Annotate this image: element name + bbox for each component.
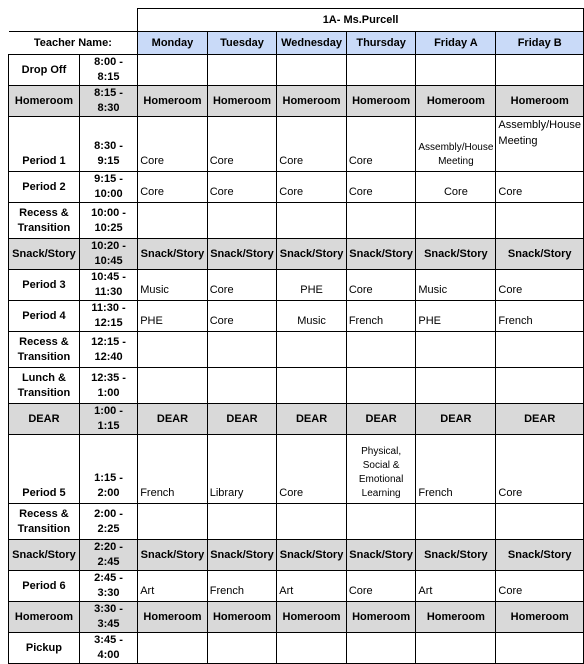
period-label: Period 2	[9, 172, 80, 203]
top-left-blank	[9, 9, 138, 32]
schedule-cell: Core	[207, 117, 277, 172]
table-row	[9, 368, 584, 404]
day-header-wednesday: Wednesday	[277, 32, 347, 55]
table-row	[9, 633, 584, 664]
schedule-cell: Snack/Story	[346, 540, 416, 571]
period-time: 1:00 - 1:15	[79, 404, 137, 435]
schedule-cell: French	[346, 301, 416, 332]
day-header-row	[9, 32, 584, 55]
schedule-cell: Physical, Social & Emotional Learning	[346, 435, 416, 504]
day-header-tuesday: Tuesday	[207, 32, 277, 55]
table-row	[9, 504, 584, 540]
schedule-cell	[416, 633, 496, 664]
schedule-cell: Homeroom	[496, 86, 584, 117]
schedule-cell	[346, 504, 416, 540]
schedule-cell	[496, 332, 584, 368]
period-label: Pickup	[9, 633, 80, 664]
schedule-cell	[416, 55, 496, 86]
table-row	[9, 270, 584, 301]
table-row	[9, 435, 584, 504]
schedule-cell: Homeroom	[346, 86, 416, 117]
schedule-cell	[277, 504, 347, 540]
schedule-cell: DEAR	[277, 404, 347, 435]
schedule-cell: Core	[496, 270, 584, 301]
schedule-cell	[346, 203, 416, 239]
schedule-cell	[277, 633, 347, 664]
table-row	[9, 239, 584, 270]
period-label: Period 4	[9, 301, 80, 332]
schedule-cell: Core	[207, 270, 277, 301]
schedule-cell: Core	[277, 117, 347, 172]
period-time: 9:15 - 10:00	[79, 172, 137, 203]
schedule-cell	[138, 203, 208, 239]
schedule-cell: Snack/Story	[207, 239, 277, 270]
schedule-cell: Homeroom	[416, 86, 496, 117]
schedule-cell: Core	[496, 435, 584, 504]
schedule-cell	[138, 55, 208, 86]
period-time: 12:35 - 1:00	[79, 368, 137, 404]
period-time: 2:45 - 3:30	[79, 571, 137, 602]
period-time: 10:45 - 11:30	[79, 270, 137, 301]
schedule-cell	[207, 504, 277, 540]
schedule-cell	[138, 368, 208, 404]
schedule-cell: Core	[346, 571, 416, 602]
period-label: Period 5	[9, 435, 80, 504]
schedule-cell: Core	[138, 172, 208, 203]
table-row	[9, 540, 584, 571]
period-time: 10:00 - 10:25	[79, 203, 137, 239]
schedule-cell: Art	[138, 571, 208, 602]
schedule-cell: Snack/Story	[277, 239, 347, 270]
day-header-friday-b: Friday B	[496, 32, 584, 55]
schedule-cell: Snack/Story	[416, 540, 496, 571]
schedule-cell	[496, 633, 584, 664]
schedule-cell: Assembly/House Meeting	[416, 117, 496, 172]
title-row	[9, 9, 584, 32]
period-label: Period 3	[9, 270, 80, 301]
schedule-cell: Homeroom	[138, 86, 208, 117]
schedule-cell: Music	[277, 301, 347, 332]
day-header-monday: Monday	[138, 32, 208, 55]
schedule-cell: Snack/Story	[346, 239, 416, 270]
schedule-cell	[207, 332, 277, 368]
teacher-name-label: Teacher Name:	[9, 32, 138, 55]
schedule-cell: Art	[277, 571, 347, 602]
schedule-cell: Library	[207, 435, 277, 504]
schedule-cell	[277, 332, 347, 368]
period-label: Homeroom	[9, 86, 80, 117]
schedule-cell: Homeroom	[416, 602, 496, 633]
schedule-cell: DEAR	[207, 404, 277, 435]
period-label: Drop Off	[9, 55, 80, 86]
period-label: Homeroom	[9, 602, 80, 633]
schedule-cell	[277, 55, 347, 86]
table-row	[9, 203, 584, 239]
period-time: 8:15 - 8:30	[79, 86, 137, 117]
schedule-cell	[416, 203, 496, 239]
schedule-cell	[346, 368, 416, 404]
period-label: Recess & Transition	[9, 203, 80, 239]
table-row	[9, 571, 584, 602]
period-label: Recess & Transition	[9, 504, 80, 540]
table-row	[9, 404, 584, 435]
schedule-cell	[207, 633, 277, 664]
schedule-cell	[207, 55, 277, 86]
schedule-cell	[346, 55, 416, 86]
schedule-cell	[416, 368, 496, 404]
schedule-cell: Homeroom	[346, 602, 416, 633]
schedule-cell: Snack/Story	[207, 540, 277, 571]
schedule-cell	[138, 504, 208, 540]
schedule-cell: Core	[496, 571, 584, 602]
table-row	[9, 86, 584, 117]
day-header-friday-a: Friday A	[416, 32, 496, 55]
period-label: DEAR	[9, 404, 80, 435]
schedule-cell	[416, 332, 496, 368]
schedule-cell: Music	[416, 270, 496, 301]
day-header-thursday: Thursday	[346, 32, 416, 55]
schedule-cell	[496, 504, 584, 540]
schedule-cell: Assembly/House Meeting	[496, 117, 584, 172]
period-time: 10:20 - 10:45	[79, 239, 137, 270]
schedule-cell: Core	[207, 172, 277, 203]
schedule-cell: Homeroom	[207, 86, 277, 117]
schedule-cell	[496, 368, 584, 404]
period-time: 12:15 - 12:40	[79, 332, 137, 368]
table-row	[9, 332, 584, 368]
table-row	[9, 301, 584, 332]
schedule-cell	[346, 633, 416, 664]
period-label: Snack/Story	[9, 239, 80, 270]
schedule-cell: DEAR	[496, 404, 584, 435]
schedule-cell: Snack/Story	[138, 540, 208, 571]
schedule-cell: Core	[496, 172, 584, 203]
schedule-cell: French	[207, 571, 277, 602]
period-time: 8:00 - 8:15	[79, 55, 137, 86]
schedule-cell	[207, 368, 277, 404]
period-time: 1:15 - 2:00	[79, 435, 137, 504]
schedule-cell: Core	[277, 172, 347, 203]
schedule-cell: Snack/Story	[277, 540, 347, 571]
schedule-cell: Core	[346, 172, 416, 203]
schedule-cell	[416, 504, 496, 540]
schedule-cell: Homeroom	[496, 602, 584, 633]
schedule-cell	[138, 633, 208, 664]
schedule-cell	[346, 332, 416, 368]
schedule-cell: PHE	[138, 301, 208, 332]
schedule-cell: DEAR	[416, 404, 496, 435]
schedule-cell: Homeroom	[277, 86, 347, 117]
schedule-cell: Music	[138, 270, 208, 301]
schedule-cell: Homeroom	[277, 602, 347, 633]
schedule-cell: Core	[416, 172, 496, 203]
schedule-cell	[277, 368, 347, 404]
period-label: Period 1	[9, 117, 80, 172]
schedule-table	[8, 8, 584, 664]
period-time: 2:00 - 2:25	[79, 504, 137, 540]
table-row	[9, 55, 584, 86]
period-label: Period 6	[9, 571, 80, 602]
schedule-cell: Homeroom	[138, 602, 208, 633]
period-time: 2:20 - 2:45	[79, 540, 137, 571]
schedule-cell: Core	[277, 435, 347, 504]
schedule-cell: Snack/Story	[416, 239, 496, 270]
class-title: 1A- Ms.Purcell	[138, 9, 584, 32]
schedule-cell: French	[138, 435, 208, 504]
period-time: 11:30 - 12:15	[79, 301, 137, 332]
schedule-cell: Core	[346, 270, 416, 301]
schedule-cell: Core	[207, 301, 277, 332]
schedule-cell: Homeroom	[207, 602, 277, 633]
table-row	[9, 602, 584, 633]
schedule-cell	[138, 332, 208, 368]
schedule-cell	[496, 55, 584, 86]
table-row	[9, 117, 584, 172]
schedule-cell: Snack/Story	[496, 239, 584, 270]
schedule-cell: DEAR	[138, 404, 208, 435]
schedule-cell: Snack/Story	[138, 239, 208, 270]
period-time: 8:30 - 9:15	[79, 117, 137, 172]
schedule-cell	[207, 203, 277, 239]
schedule-cell	[496, 203, 584, 239]
schedule-cell: PHE	[277, 270, 347, 301]
schedule-cell: Snack/Story	[496, 540, 584, 571]
schedule-cell: Art	[416, 571, 496, 602]
period-time: 3:45 - 4:00	[79, 633, 137, 664]
schedule-cell: Core	[346, 117, 416, 172]
period-label: Lunch & Transition	[9, 368, 80, 404]
schedule-cell: PHE	[416, 301, 496, 332]
schedule-cell	[277, 203, 347, 239]
schedule-cell: DEAR	[346, 404, 416, 435]
schedule-cell: French	[416, 435, 496, 504]
table-row	[9, 172, 584, 203]
period-label: Snack/Story	[9, 540, 80, 571]
schedule-cell: French	[496, 301, 584, 332]
period-label: Recess & Transition	[9, 332, 80, 368]
period-time: 3:30 - 3:45	[79, 602, 137, 633]
schedule-cell: Core	[138, 117, 208, 172]
